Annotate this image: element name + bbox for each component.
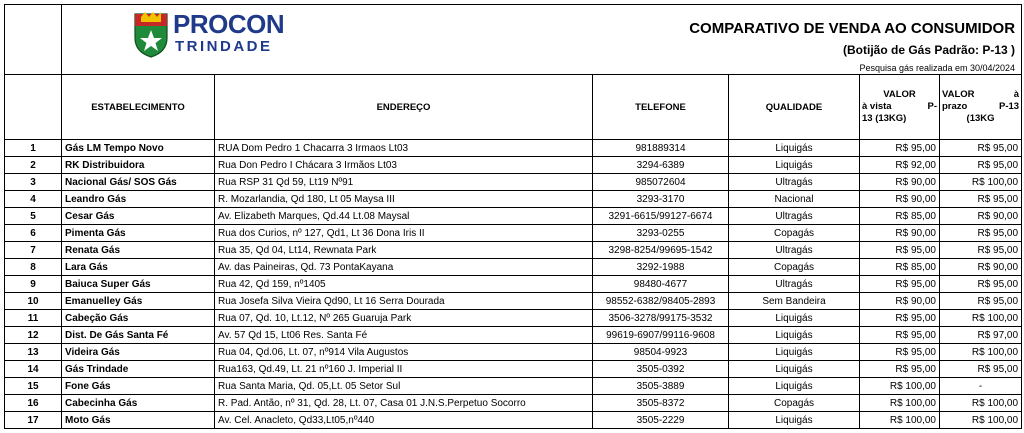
quality-cell: Copagás (729, 395, 860, 412)
row-number: 11 (5, 310, 62, 327)
quality-cell: Ultragás (729, 276, 860, 293)
document-title: COMPARATIVO DE VENDA AO CONSUMIDOR (689, 20, 1016, 37)
quality-cell: Liquigás (729, 327, 860, 344)
address-cell: Rua 42, Qd 159, nº1405 (215, 276, 593, 293)
header-term-word-1: VALOR (942, 89, 975, 100)
establishment-name: Pimenta Gás (62, 225, 215, 242)
price-table (4, 4, 1022, 429)
quality-cell: Copagás (729, 259, 860, 276)
procon-logo (133, 8, 293, 64)
table-row (5, 276, 1022, 293)
table-row (5, 157, 1022, 174)
establishment-name: Cesar Gás (62, 208, 215, 225)
cash-price-cell: R$ 100,00 (860, 378, 940, 395)
address-cell: Rua 07, Qd. 10, Lt.12, Nº 265 Guaruja Park (215, 310, 593, 327)
term-price-cell: R$ 95,00 (940, 293, 1022, 310)
term-price-cell: R$ 100,00 (940, 174, 1022, 191)
cash-price-cell: R$ 92,00 (860, 157, 940, 174)
quality-cell: Ultragás (729, 208, 860, 225)
cash-price-cell: R$ 90,00 (860, 225, 940, 242)
term-price-cell: R$ 95,00 (940, 276, 1022, 293)
quality-cell: Sem Bandeira (729, 293, 860, 310)
banner-corner-cell (5, 5, 62, 75)
header-phone: TELEFONE (593, 75, 729, 140)
phone-cell: 3293-3170 (593, 191, 729, 208)
establishment-name: Lara Gás (62, 259, 215, 276)
address-cell: Rua Josefa Silva Vieira Qd90, Lt 16 Serra Dourada (215, 293, 593, 310)
quality-cell: Liquigás (729, 361, 860, 378)
establishment-name: Fone Gás (62, 378, 215, 395)
phone-cell: 3298-8254/99695-1542 (593, 242, 729, 259)
header-cash-line-3: 13 (13KG) (862, 113, 907, 124)
table-row (5, 344, 1022, 361)
term-price-cell: R$ 100,00 (940, 395, 1022, 412)
header-cash-price (860, 75, 940, 140)
document-subtitle: (Botijão de Gás Padrão: P-13 ) (843, 43, 1016, 57)
term-price-cell: R$ 95,00 (940, 361, 1022, 378)
header-term-word-4: P-13 (998, 101, 1020, 112)
establishment-name: Cabeção Gás (62, 310, 215, 327)
row-number: 10 (5, 293, 62, 310)
establishment-name: Nacional Gás/ SOS Gás (62, 174, 215, 191)
cash-price-cell: R$ 90,00 (860, 174, 940, 191)
phone-cell: 3291-6615/99127-6674 (593, 208, 729, 225)
phone-cell: 3505-0392 (593, 361, 729, 378)
header-cash-line-2 (862, 101, 937, 113)
header-term-word-2: à (1013, 89, 1020, 100)
term-price-cell: R$ 100,00 (940, 344, 1022, 361)
phone-cell: 98504-9923 (593, 344, 729, 361)
quality-cell: Liquigás (729, 412, 860, 429)
quality-cell: Liquigás (729, 378, 860, 395)
row-number: 6 (5, 225, 62, 242)
establishment-name: Cabecinha Gás (62, 395, 215, 412)
phone-cell: 98480-4677 (593, 276, 729, 293)
banner-row (5, 5, 1022, 75)
row-number: 7 (5, 242, 62, 259)
term-price-cell: R$ 90,00 (940, 208, 1022, 225)
header-term-line-3: (13KG (966, 113, 995, 124)
phone-cell: 3506-3278/99175-3532 (593, 310, 729, 327)
quality-cell: Liquigás (729, 344, 860, 361)
header-number-cell (5, 75, 62, 140)
term-price-cell: - (940, 378, 1022, 395)
phone-cell: 3505-2229 (593, 412, 729, 429)
address-cell: Rua RSP 31 Qd 59, Lt19 Nº91 (215, 174, 593, 191)
phone-cell: 3292-1988 (593, 259, 729, 276)
address-cell: Rua Santa Maria, Qd. 05,Lt. 05 Setor Sul (215, 378, 593, 395)
table-row (5, 191, 1022, 208)
establishment-name: Renata Gás (62, 242, 215, 259)
phone-cell: 985072604 (593, 174, 729, 191)
quality-cell: Liquigás (729, 140, 860, 157)
table-row (5, 361, 1022, 378)
cash-price-cell: R$ 95,00 (860, 242, 940, 259)
row-number: 16 (5, 395, 62, 412)
table-row (5, 310, 1022, 327)
table-row (5, 327, 1022, 344)
quality-cell: Ultragás (729, 242, 860, 259)
header-term-line-1 (942, 89, 1019, 101)
term-price-cell: R$ 95,00 (940, 242, 1022, 259)
cash-price-cell: R$ 95,00 (860, 140, 940, 157)
column-header-row (5, 75, 1022, 140)
header-cash-line-1: VALOR (883, 89, 916, 100)
table-row (5, 378, 1022, 395)
establishment-name: Baiuca Super Gás (62, 276, 215, 293)
phone-cell: 98552-6382/98405-2893 (593, 293, 729, 310)
term-price-cell: R$ 95,00 (940, 140, 1022, 157)
table-row (5, 225, 1022, 242)
cash-price-cell: R$ 90,00 (860, 191, 940, 208)
term-price-cell: R$ 97,00 (940, 327, 1022, 344)
table-row (5, 412, 1022, 429)
quality-cell: Copagás (729, 225, 860, 242)
address-cell: Rua163, Qd.49, Lt. 21 nº160 J. Imperial II (215, 361, 593, 378)
address-cell: RUA Dom Pedro 1 Chacarra 3 Irmaos Lt03 (215, 140, 593, 157)
header-term-line-2 (942, 101, 1019, 113)
cash-price-cell: R$ 95,00 (860, 344, 940, 361)
phone-cell: 99619-6907/99116-9608 (593, 327, 729, 344)
establishment-name: Gás LM Tempo Novo (62, 140, 215, 157)
address-cell: Rua 04, Qd.06, Lt. 07, nº914 Vila Augustos (215, 344, 593, 361)
shield-icon (133, 8, 169, 58)
row-number: 12 (5, 327, 62, 344)
header-address: ENDEREÇO (215, 75, 593, 140)
cash-price-cell: R$ 95,00 (860, 361, 940, 378)
establishment-name: Leandro Gás (62, 191, 215, 208)
quality-cell: Nacional (729, 191, 860, 208)
term-price-cell: R$ 90,00 (940, 259, 1022, 276)
header-establishment: ESTABELECIMENTO (62, 75, 215, 140)
table-row (5, 208, 1022, 225)
cash-price-cell: R$ 90,00 (860, 293, 940, 310)
header-term-word-3: prazo (942, 101, 968, 112)
phone-cell: 3505-3889 (593, 378, 729, 395)
establishment-name: Moto Gás (62, 412, 215, 429)
address-cell: Av. Cel. Anacleto, Qd33,Lt05,nº440 (215, 412, 593, 429)
address-cell: R. Pad. Antão, nº 31, Qd. 28, Lt. 07, Casa 01 J.N.S.Perpetuo Socorro (215, 395, 593, 412)
row-number: 17 (5, 412, 62, 429)
quality-cell: Ultragás (729, 174, 860, 191)
cash-price-cell: R$ 85,00 (860, 208, 940, 225)
address-cell: Av. 57 Qd 15, Lt06 Res. Santa Fé (215, 327, 593, 344)
cash-price-cell: R$ 95,00 (860, 310, 940, 327)
cash-price-cell: R$ 85,00 (860, 259, 940, 276)
table-row (5, 174, 1022, 191)
table-row (5, 259, 1022, 276)
address-cell: R. Mozarlandia, Qd 180, Lt 05 Maysa III (215, 191, 593, 208)
header-cash-word-1: à vista (862, 101, 892, 112)
row-number: 3 (5, 174, 62, 191)
table-row (5, 140, 1022, 157)
cash-price-cell: R$ 95,00 (860, 276, 940, 293)
term-price-cell: R$ 100,00 (940, 310, 1022, 327)
establishment-name: RK Distribuidora (62, 157, 215, 174)
phone-cell: 3293-0255 (593, 225, 729, 242)
term-price-cell: R$ 100,00 (940, 412, 1022, 429)
establishment-name: Videira Gás (62, 344, 215, 361)
establishment-name: Dist. De Gás Santa Fé (62, 327, 215, 344)
term-price-cell: R$ 95,00 (940, 157, 1022, 174)
row-number: 4 (5, 191, 62, 208)
address-cell: Av. Elizabeth Marques, Qd.44 Lt.08 Maysal (215, 208, 593, 225)
header-term-price (940, 75, 1022, 140)
address-cell: Rua Don Pedro I Chácara 3 Irmãos Lt03 (215, 157, 593, 174)
term-price-cell: R$ 95,00 (940, 191, 1022, 208)
address-cell: Av. das Paineiras, Qd. 73 PontaKayana (215, 259, 593, 276)
table-row (5, 395, 1022, 412)
term-price-cell: R$ 95,00 (940, 225, 1022, 242)
header-cash-word-2: P- (927, 101, 937, 112)
row-number: 8 (5, 259, 62, 276)
phone-cell: 3294-6389 (593, 157, 729, 174)
row-number: 9 (5, 276, 62, 293)
address-cell: Rua dos Curios, nº 127, Qd1, Lt 36 Dona Iris II (215, 225, 593, 242)
survey-date-note: Pesquisa gás realizada em 30/04/2024 (859, 63, 1016, 73)
quality-cell: Liquigás (729, 310, 860, 327)
row-number: 2 (5, 157, 62, 174)
row-number: 5 (5, 208, 62, 225)
banner-cell (62, 5, 1022, 75)
establishment-name: Gás Trindade (62, 361, 215, 378)
logo-text-trindade: TRINDADE (175, 38, 273, 55)
establishment-name: Emanuelley Gás (62, 293, 215, 310)
cash-price-cell: R$ 100,00 (860, 395, 940, 412)
quality-cell: Liquigás (729, 157, 860, 174)
cash-price-cell: R$ 100,00 (860, 412, 940, 429)
table-row (5, 293, 1022, 310)
row-number: 13 (5, 344, 62, 361)
phone-cell: 981889314 (593, 140, 729, 157)
table-row (5, 242, 1022, 259)
logo-text-procon: PROCON (173, 9, 285, 39)
row-number: 15 (5, 378, 62, 395)
cash-price-cell: R$ 95,00 (860, 327, 940, 344)
header-quality: QUALIDADE (729, 75, 860, 140)
address-cell: Rua 35, Qd 04, Lt14, Rewnata Park (215, 242, 593, 259)
row-number: 14 (5, 361, 62, 378)
row-number: 1 (5, 140, 62, 157)
phone-cell: 3505-8372 (593, 395, 729, 412)
